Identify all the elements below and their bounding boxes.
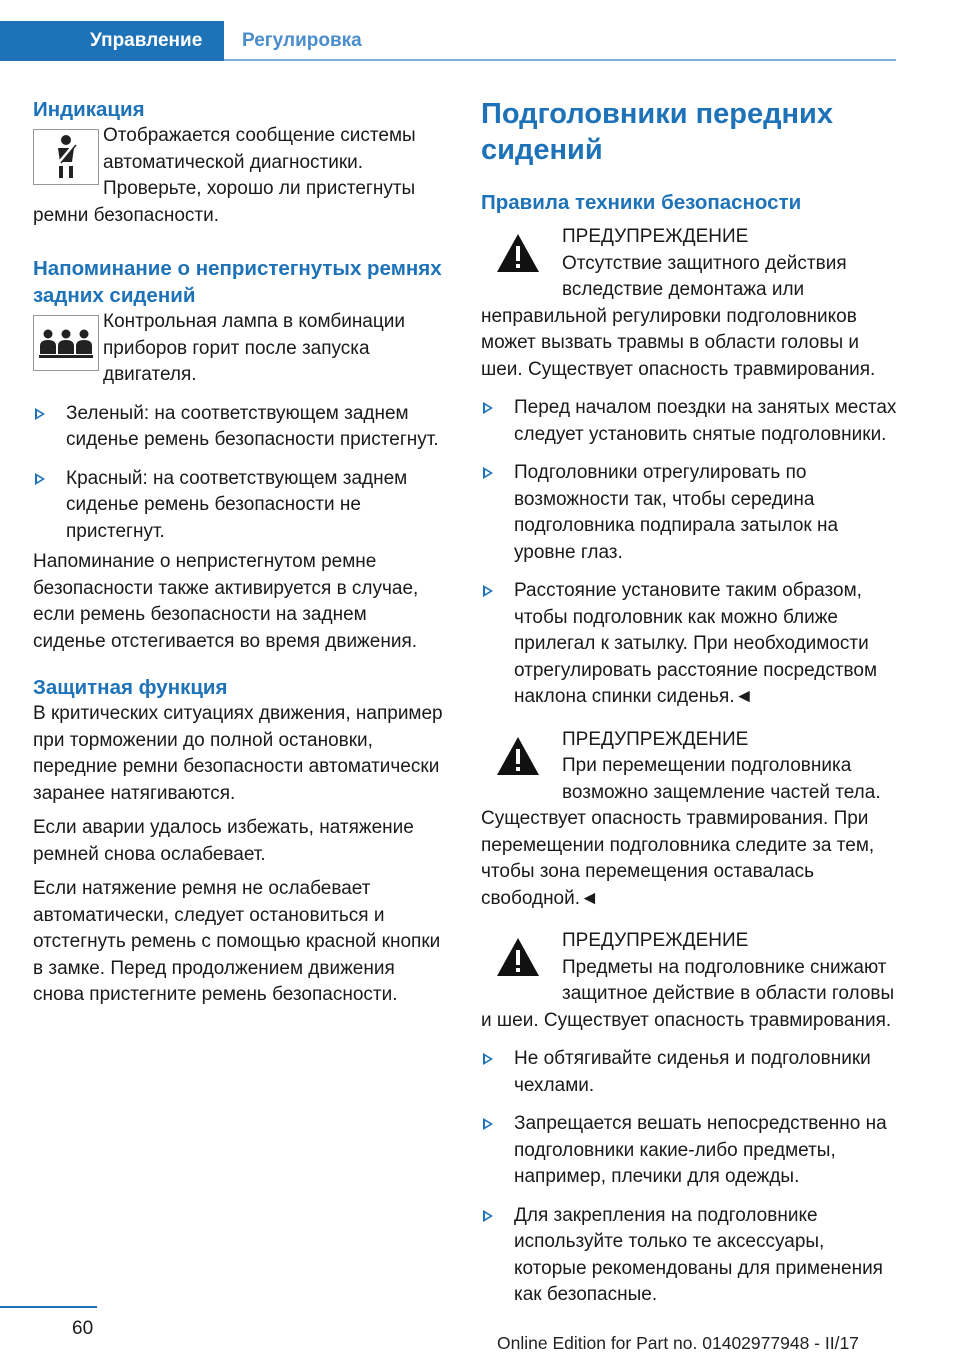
bullet-triangle-icon [483, 585, 493, 597]
bullet-triangle-icon [35, 473, 45, 485]
bullet-triangle-icon [483, 402, 493, 414]
bullet-triangle-icon [483, 1118, 493, 1130]
rear-seats-icon [33, 315, 99, 371]
reminder-list [33, 401, 443, 546]
bullet-triangle-icon [483, 1210, 493, 1222]
warning1-list [481, 395, 897, 711]
warning-label: ПРЕДУПРЕЖДЕНИЕ [562, 930, 749, 951]
warning-triangle-icon [481, 731, 555, 781]
page-number: 60 [72, 1318, 94, 1339]
bullet-triangle-icon [483, 467, 493, 479]
tab-control[interactable]: Управление [0, 21, 224, 61]
warning-block-2 [481, 727, 897, 913]
left-column [33, 96, 443, 1009]
protection-p3: Если натяжение ремня не ослабевает автоматически, следует остановиться и отстегнуть ремень с помощью красной кнопки в замке. Перед продолжением движения снова пристегните ремень безопасности. [33, 878, 441, 1005]
list-item: Расстояние установите таким образом, чтобы подголовник как можно ближе прилегал к затылку. При необходимости отрегулировать расстояние посредством наклона спинки сиденья.◄ [481, 578, 897, 711]
footer-divider [0, 1306, 97, 1308]
protection-p1: В критических ситуациях движения, например при торможении до полной остановки, передние ремни безопасности автоматически заранее натягиваются. [33, 703, 443, 804]
warning-triangle-icon [481, 228, 555, 278]
list-item: Перед началом поездки на занятых местах следует установить снятые подголовники. [481, 395, 897, 448]
indication-heading: Индикация [33, 98, 145, 121]
list-item: Зеленый: на соответствующем заднем сиденье ремень безопасности пристегнут. [33, 401, 443, 454]
warning-label: ПРЕДУПРЕЖДЕНИЕ [562, 728, 749, 750]
bullet-triangle-icon [483, 1053, 493, 1065]
list-item: Красный: на соответствующем заднем сиденье ремень безопасности не пристегнут. [33, 466, 443, 546]
warning-text: Предметы на подголовнике снижают защитное действие в области головы и шеи. Существует опасность травмирования. [481, 956, 895, 1031]
headrests-title: Подголовники передних сидений [481, 98, 833, 166]
indication-block [33, 123, 443, 229]
header-divider [224, 59, 896, 61]
warning3-list [481, 1046, 897, 1309]
reminder-text: Контрольная лампа в комбинации приборов горит после запуска двигателя. [103, 311, 405, 385]
list-item: Подголовники отрегулировать по возможности так, чтобы середина подголовника подпирала затылок на уровне глаз. [481, 460, 897, 566]
warning-block-3 [481, 928, 897, 1034]
reminder-block [33, 309, 443, 389]
right-column [481, 96, 897, 1309]
seatbelt-icon [33, 129, 99, 185]
header-tabs [0, 21, 896, 61]
bullet-triangle-icon [35, 408, 45, 420]
indication-text: Отображается сообщение системы автоматической диагностики. Проверьте, хорошо ли пристегнуты ремни безопасности. [33, 125, 416, 226]
warning-label: ПРЕДУПРЕЖДЕНИЕ [562, 226, 749, 247]
list-item: Для закрепления на подголовнике используйте только те аксессуары, которые рекомендованы для применения как безопасные. [481, 1203, 897, 1309]
reminder-heading: Напоминание о непристегнутых ремнях задних сидений [33, 257, 442, 307]
reminder-note: Напоминание о непристегнутом ремне безопасности также активируется в случае, если ремень безопасности на заднем сиденье отстегивается во время движения. [33, 551, 419, 652]
safety-rules-heading: Правила техники безопасности [481, 191, 802, 214]
protection-heading: Защитная функция [33, 676, 228, 699]
list-item: Не обтягивайте сиденья и подголовники чехлами. [481, 1046, 897, 1099]
edition-text: Online Edition for Part no. 01402977948 - II/17 [497, 1333, 859, 1353]
warning-block-1 [481, 224, 897, 383]
warning-text: При перемещении подголовника возможно защемление частей тела. Существует опасность травмирования. При перемещении подголовника следите за тем, чтобы зона перемещения оставалась свободной.◄ [481, 755, 881, 909]
warning-text: Отсутствие защитного действия вследствие демонтажа или неправильной регулировки подголовников может вызвать травмы в области головы и шеи. Существует опасность травмирования. [481, 252, 876, 380]
warning-triangle-icon [481, 932, 555, 982]
tab-adjustment[interactable]: Регулировка [242, 30, 362, 51]
list-item: Запрещается вешать непосредственно на подголовники какие-либо предметы, например, плечики для одежды. [481, 1111, 897, 1191]
protection-p2: Если аварии удалось избежать, натяжение ремней снова ослабевает. [33, 817, 414, 865]
